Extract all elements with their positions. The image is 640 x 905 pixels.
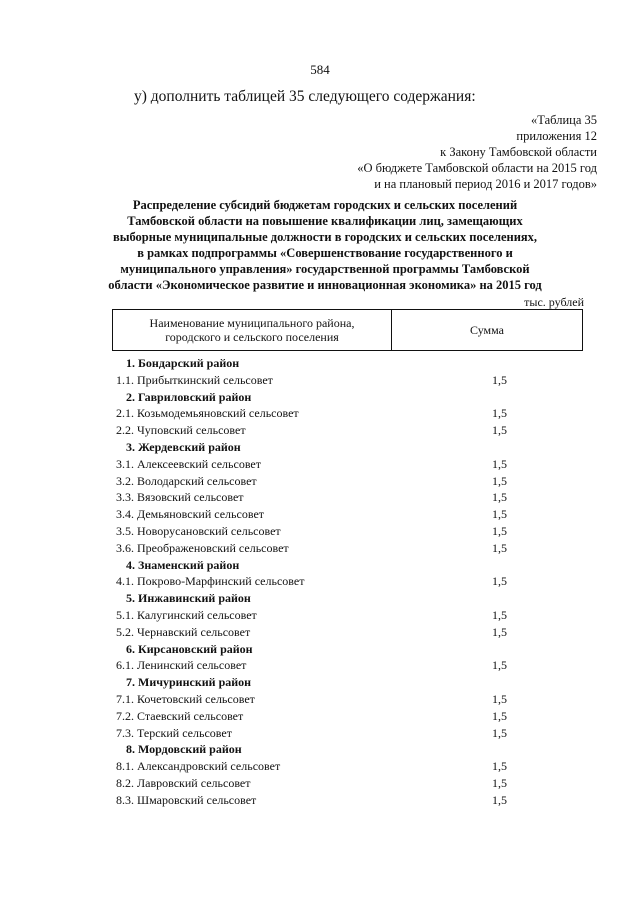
- row-value: 1,5: [492, 456, 507, 471]
- row-value: 1,5: [492, 574, 507, 589]
- table-caption: [357, 112, 597, 192]
- title-line: муниципального управления» государственной программы Тамбовской: [120, 262, 530, 276]
- caption-line: и на плановый период 2016 и 2017 годов»: [374, 177, 597, 191]
- row-value: 1,5: [492, 691, 507, 706]
- row-name: 5.2. Чернавский сельсовет: [116, 624, 251, 639]
- district-row: [112, 641, 583, 658]
- district-row: [112, 557, 583, 574]
- column-header-name-line2: городского и сельского поселения: [165, 330, 339, 344]
- column-header-sum: Сумма: [392, 310, 583, 351]
- caption-line: «О бюджете Тамбовской области на 2015 год: [357, 161, 597, 175]
- table-header: [112, 309, 583, 351]
- document-title: [95, 197, 555, 293]
- row-name: 8.1. Александровский сельсовет: [116, 759, 281, 774]
- row-name: 6.1. Ленинский сельсовет: [116, 658, 247, 673]
- units-label: тыс. рублей: [524, 295, 584, 309]
- title-line: области «Экономическое развитие и инновационная экономика» на 2015 год: [108, 278, 542, 292]
- row-value: 1,5: [492, 624, 507, 639]
- district-row: [112, 355, 583, 372]
- district-row: [112, 389, 583, 406]
- table-row: [112, 405, 583, 422]
- table-row: [112, 792, 583, 809]
- page-number: 584: [310, 62, 330, 77]
- row-name: 5.1. Калугинский сельсовет: [116, 607, 257, 622]
- title-line: выборные муниципальные должности в городских и сельских поселениях,: [112, 230, 538, 244]
- intro-text: у) дополнить таблицей 35 следующего содержания:: [134, 88, 476, 105]
- row-value: 1,5: [492, 708, 507, 723]
- row-name: 3.2. Володарский сельсовет: [116, 473, 257, 488]
- row-value: 1,5: [492, 523, 507, 538]
- row-value: 1,5: [492, 507, 507, 522]
- table-row: [112, 573, 583, 590]
- row-name: 1.1. Прибыткинский сельсовет: [116, 372, 273, 387]
- column-header-name: [113, 310, 392, 351]
- title-line: в рамках подпрограммы «Совершенствование государственного и: [137, 246, 513, 260]
- row-value: 1,5: [492, 406, 507, 421]
- row-name: 4. Знаменский район: [126, 557, 240, 572]
- district-row: [112, 674, 583, 691]
- row-name: 2. Гавриловский район: [126, 389, 252, 404]
- caption-line: «Таблица 35: [531, 113, 597, 127]
- row-name: 7. Мичуринский район: [126, 675, 252, 690]
- row-value: 1,5: [492, 792, 507, 807]
- column-header-name-line1: Наименование муниципального района,: [149, 316, 355, 330]
- table-row: [112, 456, 583, 473]
- table-row: [112, 691, 583, 708]
- row-name: 3.3. Вязовский сельсовет: [116, 490, 244, 505]
- table-row: [112, 523, 583, 540]
- row-name: 7.3. Терский сельсовет: [116, 725, 232, 740]
- table-row: [112, 775, 583, 792]
- row-name: 8.3. Шмаровский сельсовет: [116, 792, 257, 807]
- row-value: 1,5: [492, 490, 507, 505]
- row-name: 7.1. Кочетовский сельсовет: [116, 691, 255, 706]
- row-name: 3.6. Преображеновский сельсовет: [116, 540, 289, 555]
- table-row: [112, 540, 583, 557]
- district-row: [112, 590, 583, 607]
- district-row: [112, 439, 583, 456]
- row-name: 1. Бондарский район: [126, 356, 240, 370]
- table-body: [112, 355, 583, 809]
- row-value: 1,5: [492, 725, 507, 740]
- row-name: 2.2. Чуповский сельсовет: [116, 423, 246, 438]
- table-row: [112, 422, 583, 439]
- table-row: [112, 473, 583, 490]
- row-name: 7.2. Стаевский сельсовет: [116, 708, 244, 723]
- caption-line: приложения 12: [516, 129, 597, 143]
- table-row: [112, 624, 583, 641]
- table-row: [112, 506, 583, 523]
- row-value: 1,5: [492, 473, 507, 488]
- table-row: [112, 607, 583, 624]
- row-value: 1,5: [492, 759, 507, 774]
- table-row: [112, 657, 583, 674]
- row-name: 3.1. Алексеевский сельсовет: [116, 456, 261, 471]
- row-name: 2.1. Козьмодемьяновский сельсовет: [116, 406, 299, 421]
- row-value: 1,5: [492, 658, 507, 673]
- table-row: [112, 725, 583, 742]
- row-value: 1,5: [492, 372, 507, 387]
- row-name: 3.4. Демьяновский сельсовет: [116, 507, 265, 522]
- title-line: Тамбовской области на повышение квалификации лиц, замещающих: [127, 214, 523, 228]
- table-row: [112, 489, 583, 506]
- table-row: [112, 372, 583, 389]
- table-row: [112, 708, 583, 725]
- row-name: 8. Мордовский район: [126, 742, 242, 757]
- row-name: 6. Кирсановский район: [126, 641, 253, 656]
- row-name: 8.2. Лавровский сельсовет: [116, 775, 251, 790]
- table-row: [112, 758, 583, 775]
- row-value: 1,5: [492, 423, 507, 438]
- row-name: 3.5. Новорусановский сельсовет: [116, 523, 281, 538]
- row-name: 3. Жердевский район: [126, 439, 241, 454]
- title-line: Распределение субсидий бюджетам городских и сельских поселений: [132, 198, 518, 212]
- row-value: 1,5: [492, 607, 507, 622]
- row-name: 4.1. Покрово-Марфинский сельсовет: [116, 574, 305, 589]
- caption-line: к Закону Тамбовской области: [440, 145, 597, 159]
- district-row: [112, 741, 583, 758]
- row-name: 5. Инжавинский район: [126, 591, 251, 606]
- row-value: 1,5: [492, 540, 507, 555]
- row-value: 1,5: [492, 775, 507, 790]
